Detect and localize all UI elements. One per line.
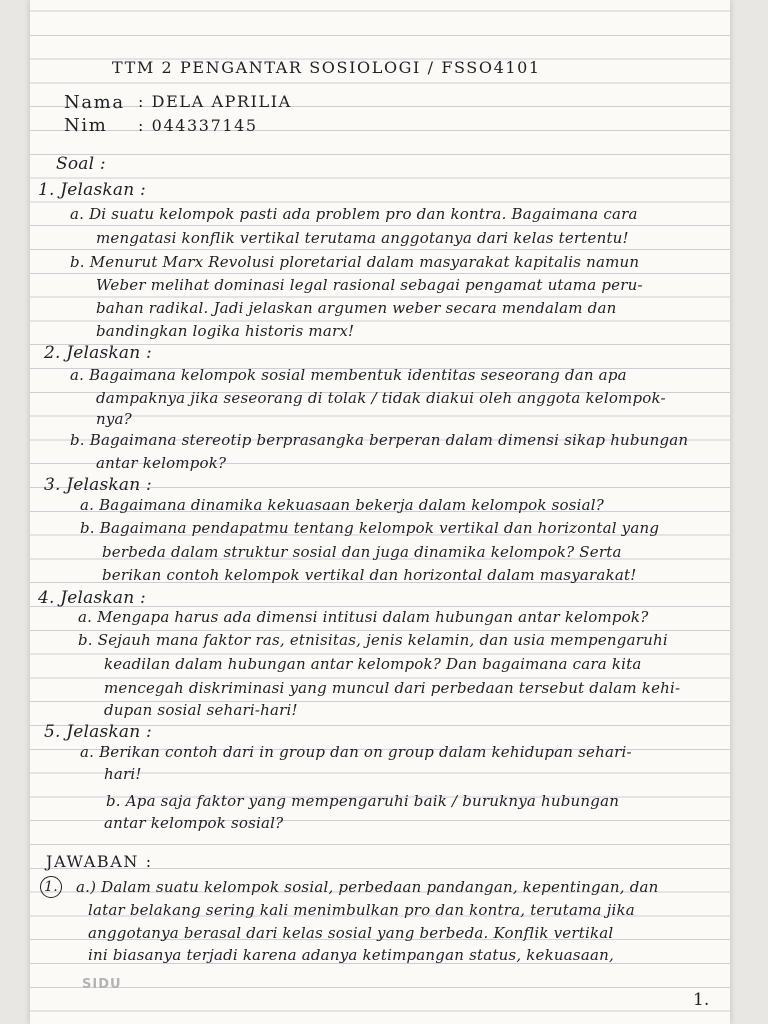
answer-line: latar belakang sering kali menimbulkan pro dan kontra, terutama jika	[88, 901, 635, 919]
question-line: bahan radikal. Jadi jelaskan argumen weber secara mendalam dan	[96, 299, 617, 317]
question-line: a. Bagaimana dinamika kekuasaan bekerja dalam kelompok sosial?	[80, 496, 604, 514]
question-line: b. Menurut Marx Revolusi ploretarial dalam masyarakat kapitalis namun	[70, 253, 640, 271]
question-line: mencegah diskriminasi yang muncul dari perbedaan tersebut dalam kehi-	[104, 679, 681, 697]
assignment-title: TTM 2 PENGANTAR SOSIOLOGI / FSSO4101	[112, 58, 541, 77]
question-line: b. Sejauh mana faktor ras, etnisitas, jenis kelamin, dan usia mempengaruhi	[78, 631, 668, 649]
answer-line: anggotanya berasal dari kelas sosial yang berbeda. Konflik vertikal	[88, 924, 614, 942]
question-line: a. Di suatu kelompok pasti ada problem pro dan kontra. Bagaimana cara	[70, 205, 638, 223]
question-line: a. Bagaimana kelompok sosial membentuk identitas seseorang dan apa	[70, 366, 627, 384]
question-line: keadilan dalam hubungan antar kelompok? Dan bagaimana cara kita	[104, 655, 642, 673]
question-line: b. Apa saja faktor yang mempengaruhi baik / buruknya hubungan	[106, 792, 620, 810]
question-1-heading: 1. Jelaskan :	[38, 180, 146, 200]
question-5-heading: 5. Jelaskan :	[44, 722, 152, 742]
notebook-page	[30, 0, 730, 1024]
circled-number: 1.	[40, 876, 62, 898]
question-line: b. Bagaimana stereotip berprasangka berperan dalam dimensi sikap hubungan	[70, 431, 689, 449]
question-line: mengatasi konflik vertikal terutama anggotanya dari kelas tertentu!	[96, 229, 629, 247]
nim-label: Nim	[64, 115, 108, 136]
notebook-brand: SIDU	[82, 977, 122, 992]
question-4-heading: 4. Jelaskan :	[38, 588, 146, 608]
question-3-heading: 3. Jelaskan :	[44, 475, 152, 495]
question-line: antar kelompok?	[96, 454, 227, 472]
question-line: berikan contoh kelompok vertikal dan horizontal dalam masyarakat!	[102, 566, 637, 584]
jawaban-heading: JAWABAN :	[46, 852, 153, 871]
nama-value: : DELA APRILIA	[138, 92, 292, 111]
answer-1-marker	[40, 876, 66, 898]
question-line: hari!	[104, 765, 142, 783]
question-line: b. Bagaimana pendapatmu tentang kelompok vertikal dan horizontal yang	[80, 519, 660, 537]
nim-value: : 044337145	[138, 116, 258, 135]
question-line: antar kelompok sosial?	[104, 814, 284, 832]
question-line: dampaknya jika seseorang di tolak / tidak diakui oleh anggota kelompok-	[96, 389, 666, 407]
question-line: a. Berikan contoh dari in group dan on group dalam kehidupan sehari-	[80, 743, 632, 761]
answer-line: a.) Dalam suatu kelompok sosial, perbedaan pandangan, kepentingan, dan	[76, 878, 659, 896]
page-number: 1.	[693, 990, 710, 1010]
question-line: a. Mengapa harus ada dimensi intitusi dalam hubungan antar kelompok?	[78, 608, 649, 626]
question-line: nya?	[96, 410, 132, 428]
soal-heading: Soal :	[56, 154, 106, 174]
question-line: Weber melihat dominasi legal rasional sebagai pengamat utama peru-	[96, 276, 643, 294]
nama-label: Nama	[64, 92, 125, 113]
question-2-heading: 2. Jelaskan :	[44, 343, 152, 363]
question-line: dupan sosial sehari-hari!	[104, 701, 298, 719]
answer-line: ini biasanya terjadi karena adanya ketimpangan status, kekuasaan,	[88, 946, 614, 964]
question-line: bandingkan logika historis marx!	[96, 322, 355, 340]
question-line: berbeda dalam struktur sosial dan juga dinamika kelompok? Serta	[102, 543, 622, 561]
